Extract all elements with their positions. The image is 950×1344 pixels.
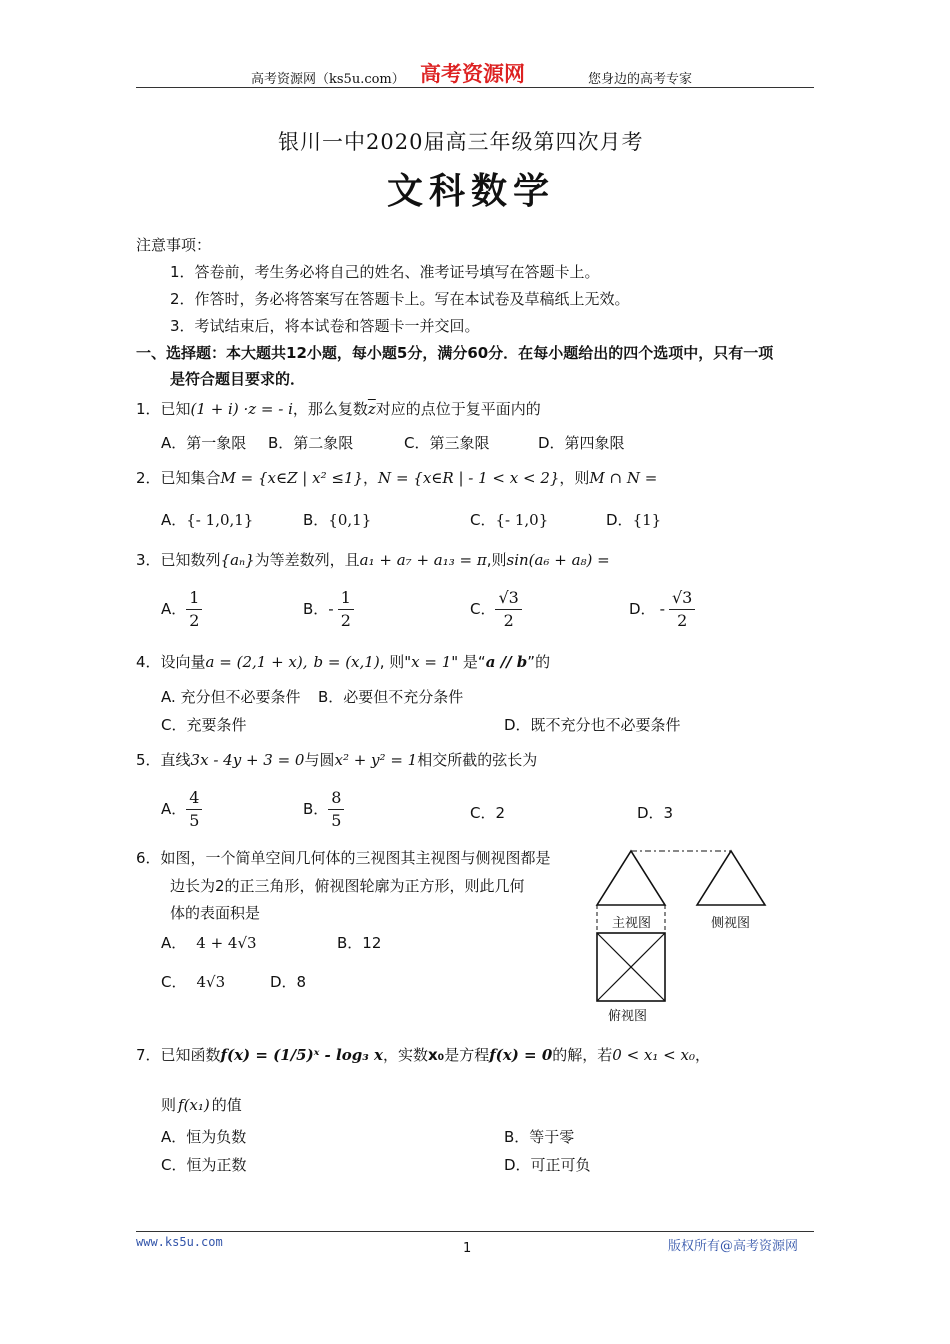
question-1 [136,398,541,419]
question-7-line2 [161,1094,242,1115]
q3-option-c-frac [495,587,521,632]
header-logo: 高考资源网 [420,61,525,86]
q2-option-b[interactable] [303,509,371,530]
q5-option-a[interactable] [161,787,202,832]
q4-option-a[interactable]: A. 充分但不必要条件 [161,688,301,706]
q7-condition: 0 < x₁ < x₀ [612,1046,695,1064]
frac-numerator: 1 [338,587,354,610]
footer-rule [136,1231,814,1232]
three-view-figure [590,845,776,1025]
header-right: 您身边的高考专家 [588,72,693,87]
q2-option-d-value: {1} [632,511,662,529]
q1-option-d[interactable]: D．第四象限 [538,434,625,452]
frac-numerator: 1 [186,587,202,610]
q2-option-a-value: {- 1,0,1} [186,511,254,529]
header-left: 高考资源网（ks5u.com） [251,72,405,87]
frac-denominator: 5 [331,811,342,830]
frac-numerator: 8 [328,787,344,810]
q5-option-c[interactable]: C．2 [470,804,506,822]
q7-stem-e: ， [694,1046,710,1064]
q4-vec-a: a = (2,1 + x), [205,653,308,671]
q5-stem: 5．直线 [136,751,191,769]
q6-option-a[interactable] [161,932,257,953]
q3-option-a-frac [186,587,202,632]
q3-option-b-label: B． [303,600,329,618]
q3-seq: {aₙ} [220,551,255,569]
q7-x0: x₀ [427,1046,445,1064]
frac-denominator: 2 [340,611,351,630]
q3-cond: a₁ + a₇ + a₁₃ = π [359,551,487,569]
q4-option-c[interactable]: C．充要条件 [161,716,247,734]
q3-stem: 3．已知数列 [136,551,221,569]
frac-denominator: 2 [503,611,514,630]
q2-stem-b: ，则 [559,469,590,487]
front-view-triangle [597,851,665,905]
q6-option-c-value: 4√3 [196,973,226,991]
q7-line2-a: 则 [161,1096,177,1114]
notice-item: 3．考试结束后，将本试卷和答题卡一并交回。 [170,317,480,335]
q3-option-b-frac [338,587,354,632]
q5-stem-c: 相交所截的弦长为 [417,751,538,769]
q2-set-m: M = {x∈Z | x² ≤1} [220,469,364,487]
q6-option-b[interactable]: B．12 [337,934,382,952]
q7-stem: 7．已知函数 [136,1046,221,1064]
q3-stem-b: 为等差数列，且 [254,551,360,569]
q2-option-b-value: {0,1} [328,511,372,529]
q7-option-a[interactable]: A．恒为负数 [161,1128,247,1146]
top-view-label: 俯视图 [608,1009,648,1024]
q7-stem-b: ，实数 [382,1046,428,1064]
q3-option-d[interactable] [629,587,695,632]
q4-stem-d: ”的 [527,653,551,671]
q7-line2-b: 的值 [211,1096,242,1114]
q2-stem: 2．已知集合 [136,469,221,487]
q5-option-a-frac [186,787,202,832]
q7-option-b[interactable]: B．等于零 [504,1128,575,1146]
notice-item: 1．答卷前，考生务必将自己的姓名、准考证号填写在答题卡上。 [170,263,600,281]
q5-option-b-frac [328,787,344,832]
q4-cond: x = 1 [411,653,452,671]
q2-comma: ， [363,469,379,487]
frac-denominator: 2 [677,611,688,630]
side-view-label: 侧视图 [711,916,751,931]
notice-item: 2．作答时，务必将答案写在答题卡上。写在本试卷及草稿纸上无效。 [170,290,630,308]
q7-function: f(x) = (1/5)ˣ - log₃ x [220,1046,383,1064]
q3-option-d-label: D． [629,600,656,618]
notice-heading: 注意事项： [136,236,212,254]
question-7 [136,1044,710,1065]
q7-equation: f(x) = 0 [489,1046,553,1064]
q5-circle: x² + y² = 1 [334,751,418,769]
q2-option-c-value: {- 1,0} [495,511,549,529]
q4-vec-b: b = (x,1) [313,653,380,671]
q5-line: 3x - 4y + 3 = 0 [190,751,305,769]
header-rule [136,87,814,88]
q5-option-a-label: A． [161,800,187,818]
frac-numerator: √3 [495,587,521,610]
q2-target: M ∩ N = [589,469,658,487]
q7-option-c[interactable]: C．恒为正数 [161,1156,247,1174]
q3-option-b-sign: - [328,600,334,618]
frac-denominator: 2 [189,611,200,630]
q3-target: sin(a₆ + a₈) = [506,551,610,569]
q2-option-c[interactable] [470,509,548,530]
frac-numerator: √3 [669,587,695,610]
frac-denominator: 5 [189,811,200,830]
side-view-triangle [697,851,765,905]
q3-option-c-label: C． [470,600,496,618]
q3-option-c[interactable] [470,587,522,632]
q4-option-b[interactable]: B．必要但不充分条件 [318,688,464,706]
question-6-line1: 6．如图，一个简单空间几何体的三视图其主视图与侧视图都是 [136,849,551,867]
page-number: 1 [463,1241,472,1256]
q2-option-c-label: C． [470,511,496,529]
q7-stem-d: 的解，若 [552,1046,613,1064]
q3-option-a-label: A． [161,600,187,618]
question-6-line2: 边长为2的正三角形，俯视图轮廓为正方形，则此几何 [170,877,525,895]
q4-stem-b: , 则" [379,653,412,671]
q4-rel: a // b [485,653,528,671]
question-4 [136,651,550,672]
footer-copyright: 版权所有@高考资源网 [668,1239,799,1254]
q7-stem-c: 是方程 [444,1046,490,1064]
front-view-label: 主视图 [612,916,652,931]
q1-stem: 1．已知 [136,400,191,418]
frac-numerator: 4 [186,787,202,810]
q3-stem-c: ,则 [486,551,507,569]
q7-option-d[interactable]: D．可正可负 [504,1156,591,1174]
q5-option-b-label: B． [303,800,329,818]
q6-option-c-label: C． [161,973,187,991]
footer-site-link[interactable]: www.ks5u.com [136,1235,223,1249]
q1-zbar: $\overline{z}$ [367,400,376,418]
q2-set-n: N = {x∈R | - 1 < x < 2} [378,469,560,487]
q2-option-b-label: B． [303,511,329,529]
q7-fx1: f(x₁) [178,1096,210,1114]
question-5 [136,749,537,770]
q1-option-a[interactable]: A．第一象限 [161,434,247,452]
q2-option-a[interactable] [161,509,253,530]
question-3 [136,549,610,570]
section-heading: 一、选择题：本大题共12小题，每小题5分，满分60分．在每小题给出的四个选项中，只有一项 [136,344,774,362]
question-2 [136,467,657,488]
q2-option-d-label: D． [606,511,633,529]
q5-option-b[interactable] [303,787,344,832]
q1-stem-b: ，那么复数 [292,400,368,418]
q3-option-d-frac [669,587,695,632]
q2-option-a-label: A． [161,511,187,529]
question-6-line3: 体的表面积是 [170,904,261,922]
q1-formula: (1 + i) ·z = - i [190,400,293,418]
q6-option-c[interactable] [161,971,225,992]
q3-option-b[interactable] [303,587,354,632]
q3-option-a[interactable] [161,587,202,632]
q1-option-c[interactable]: C．第三象限 [404,434,490,452]
q6-option-d[interactable]: D．8 [270,973,307,991]
q1-option-b[interactable]: B．第二象限 [268,434,354,452]
exam-title: 银川一中2020届高三年级第四次月考 [278,130,644,154]
q2-option-d[interactable] [606,509,661,530]
section-heading-cont: 是符合题目要求的． [170,370,306,388]
q5-stem-b: 与圆 [304,751,335,769]
q4-stem: 4．设向量 [136,653,206,671]
q6-option-a-value: 4 + 4√3 [196,934,257,952]
q5-option-d[interactable]: D．3 [637,804,674,822]
q4-option-d[interactable]: D．既不充分也不必要条件 [504,716,681,734]
q4-stem-c: " 是“ [451,653,486,671]
q1-stem-c: 对应的点位于复平面内的 [375,400,541,418]
subject-title: 文科数学 [387,170,556,212]
q3-option-d-sign: - [659,600,665,618]
q6-option-a-label: A． [161,934,187,952]
